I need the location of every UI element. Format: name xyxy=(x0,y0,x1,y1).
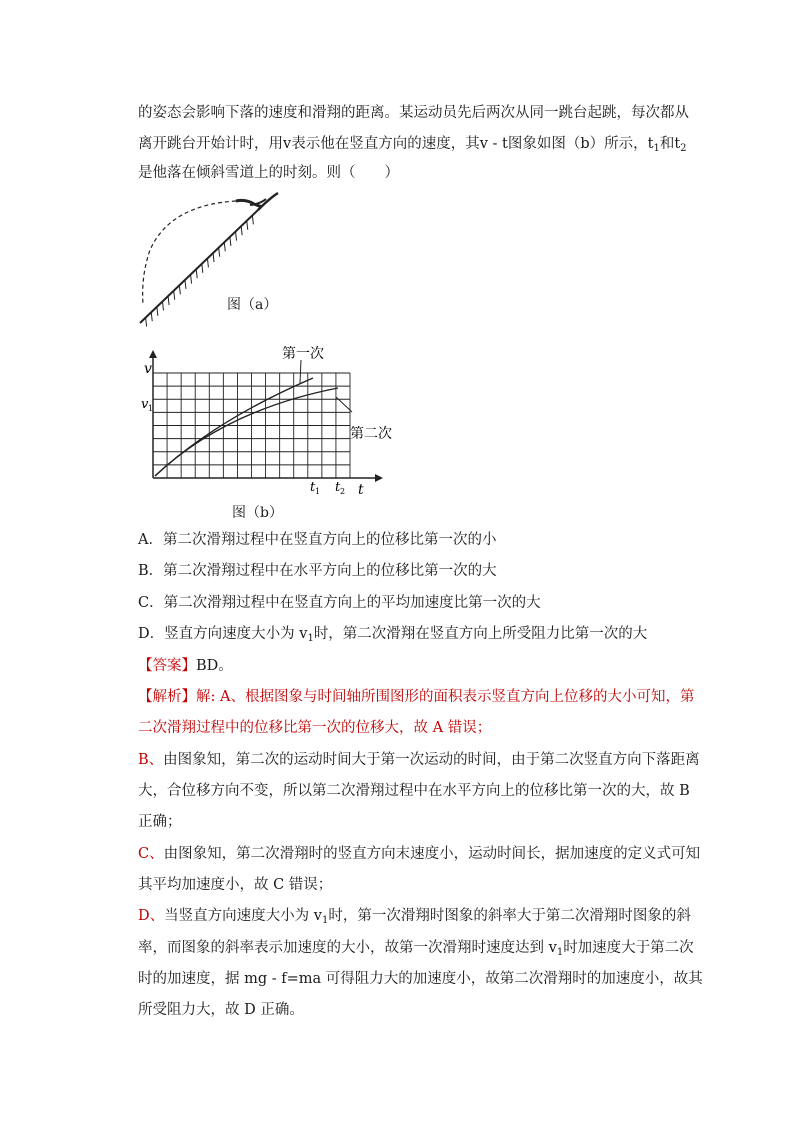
analysis-line-2: 二次滑翔过程中的位移比第一次的位移大，故 A 错误； xyxy=(138,720,492,736)
tick-t2-sub: 2 xyxy=(340,487,346,496)
tick-t1-sub: 1 xyxy=(315,487,321,496)
intro-t1: t xyxy=(647,136,654,152)
curve-second xyxy=(155,388,338,476)
option-d-sub: 1 xyxy=(307,633,314,644)
axis-v1-sub: 1 xyxy=(148,404,154,413)
analysis-line-3 xyxy=(138,750,700,770)
analysis-line-11: 所受阻力大，故 D 正确。 xyxy=(138,1002,304,1018)
intro-line-1: 的姿态会影响下落的速度和滑翔的距离。某运动员先后两次从同一跳台起跳，每次都从 xyxy=(138,105,689,121)
analysis-text-1: 解: A、根据图象与时间轴所围图形的面积表示竖直方向上位移的大小可知，第 xyxy=(196,689,695,705)
t-axis-arrow xyxy=(375,474,383,482)
analysis-label: 【解析】 xyxy=(138,689,196,705)
analysis-text-8: 当竖直方向速度大小为 v xyxy=(164,908,322,924)
axis-v1-label: v xyxy=(141,397,149,412)
label-first: 第一次 xyxy=(282,346,324,362)
tick-t2: t xyxy=(335,480,341,495)
answer-value: BD。 xyxy=(196,658,233,674)
option-b: B．第二次滑翔过程中在水平方向上的位移比第一次的大 xyxy=(138,563,497,579)
intro-t1-sub: 1 xyxy=(653,143,660,154)
option-a: A．第二次滑翔过程中在竖直方向上的位移比第一次的小 xyxy=(138,532,497,548)
analysis-text-9-tail: 时加速度大于第二次 xyxy=(563,940,694,956)
analysis-line-1 xyxy=(138,687,694,707)
analysis-d-marker: D、 xyxy=(138,908,165,924)
analysis-line-10: 时的加速度，据 mg - f=ma 可得阻力大的加速度小，故第二次滑翔时的加速度小，故其 xyxy=(138,971,703,987)
intro-t2-sub: 2 xyxy=(680,143,687,154)
figure-a-caption: 图（a） xyxy=(227,297,278,313)
axis-v-label: v xyxy=(144,361,152,377)
leader-first xyxy=(300,360,301,383)
tick-t1: t xyxy=(310,480,316,495)
option-d xyxy=(138,624,647,649)
analysis-line-7: 其平均加速度小，故 C 错误； xyxy=(138,877,333,893)
analysis-text-9-sub: 1 xyxy=(556,947,564,958)
analysis-text-8-sub: 1 xyxy=(321,915,329,926)
intro-line-3: 是他落在倾斜雪道上的时刻。则（ ） xyxy=(138,165,399,181)
figure-b-caption: 图（b） xyxy=(232,505,283,521)
v-axis-arrow xyxy=(149,350,157,358)
analysis-text-6: 由图象知，第二次滑翔时的竖直方向末速度小，运动时间长，据加速度的定义式可知 xyxy=(163,846,701,862)
label-second: 第二次 xyxy=(350,426,392,442)
analysis-line-8 xyxy=(138,906,691,931)
intro-line-2-text: 离开跳台开始计时，用v表示他在竖直方向的速度，其v - t图象如图（b）所示， xyxy=(138,136,648,152)
option-d-tail: 时，第二次滑翔在竖直方向上所受阻力比第一次的大 xyxy=(313,626,648,642)
axis-t-label: t xyxy=(358,482,364,498)
option-d-text: D．竖直方向速度大小为 v xyxy=(138,626,308,642)
analysis-b-marker: B、 xyxy=(138,752,164,768)
intro-and: 和 xyxy=(659,136,675,152)
intro-t2: t xyxy=(674,136,681,152)
analysis-line-6 xyxy=(138,844,700,864)
analysis-text-8-tail: 时，第一次滑翔时图象的斜率大于第二次滑翔时图象的斜 xyxy=(328,908,691,924)
analysis-c-marker: C、 xyxy=(138,846,164,862)
analysis-line-9 xyxy=(138,938,694,963)
analysis-line-4: 大，合位移方向不变，所以第二次滑翔过程中在水平方向上的位移比第一次的大，故 B xyxy=(138,783,690,799)
answer-line xyxy=(138,656,233,676)
analysis-text-3: 由图象知，第二次的运动时间大于第一次运动的时间，由于第二次竖直方向下落距离 xyxy=(163,752,700,768)
curve-first xyxy=(155,378,313,476)
option-c: C．第二次滑翔过程中在竖直方向上的平均加速度比第一次的大 xyxy=(138,595,541,611)
answer-label: 【答案】 xyxy=(138,658,196,674)
analysis-text-9: 率，而图象的斜率表示加速度的大小，故第一次滑翔时速度达到 v xyxy=(138,940,557,956)
analysis-line-5: 正确； xyxy=(138,814,182,830)
chart-grid xyxy=(153,373,350,478)
